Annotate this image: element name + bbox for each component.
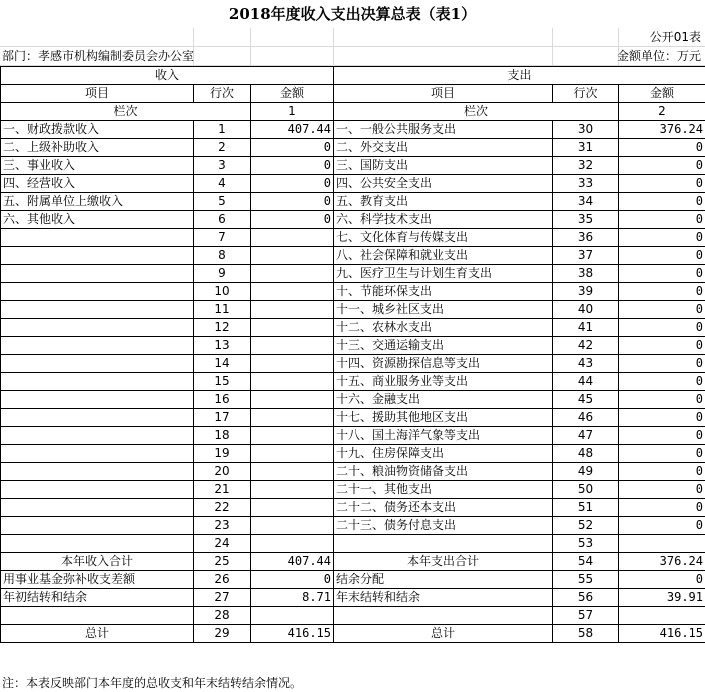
income-item-cell <box>1 391 194 409</box>
income-item-cell <box>1 337 194 355</box>
income-expense-table <box>0 66 705 643</box>
sheet-gridline-v <box>250 28 251 66</box>
income-item-cell: 年初结转和结余 <box>1 589 194 607</box>
expense-item-cell: 总计 <box>334 625 553 643</box>
expense-line-no-cell: 38 <box>553 265 619 283</box>
income-column-no-label: 栏次 <box>1 103 251 121</box>
income-line-no-cell: 15 <box>194 373 251 391</box>
sheet-gridline-v <box>552 28 553 66</box>
income-line-no-cell: 17 <box>194 409 251 427</box>
income-item-cell <box>1 481 194 499</box>
expense-item-cell: 二十三、债务付息支出 <box>334 517 553 535</box>
expense-item-cell: 八、社会保障和就业支出 <box>334 247 553 265</box>
income-item-cell: 用事业基金弥补收支差额 <box>1 571 194 589</box>
income-item-cell: 二、上级补助收入 <box>1 139 194 157</box>
expense-line-no-cell: 34 <box>553 193 619 211</box>
expense-amount-cell: 0 <box>619 175 705 193</box>
income-amount-cell: 0 <box>251 193 334 211</box>
income-amount-cell: 0 <box>251 175 334 193</box>
income-line-no-cell: 27 <box>194 589 251 607</box>
income-item-cell: 六、其他收入 <box>1 211 194 229</box>
sheet-gridline-v <box>333 28 334 66</box>
income-item-cell <box>1 301 194 319</box>
expense-line-no-cell: 52 <box>553 517 619 535</box>
expense-item-header: 项目 <box>334 85 553 103</box>
expense-item-cell: 二十一、其他支出 <box>334 481 553 499</box>
income-line-no-cell: 16 <box>194 391 251 409</box>
income-amount-cell <box>251 337 334 355</box>
income-line-no-cell: 28 <box>194 607 251 625</box>
expense-item-cell: 五、教育支出 <box>334 193 553 211</box>
income-amount-cell <box>251 355 334 373</box>
expense-line-no-cell: 35 <box>553 211 619 229</box>
header-row-column-numbers <box>1 103 705 121</box>
expense-item-cell: 十六、金融支出 <box>334 391 553 409</box>
income-item-cell <box>1 517 194 535</box>
income-item-cell <box>1 373 194 391</box>
income-line-no-cell: 1 <box>194 121 251 139</box>
expense-amount-cell: 0 <box>619 445 705 463</box>
expense-amount-cell: 376.24 <box>619 553 705 571</box>
income-line-no-cell: 4 <box>194 175 251 193</box>
income-item-cell: 一、财政拨款收入 <box>1 121 194 139</box>
table-row <box>1 211 705 229</box>
table-row <box>1 247 705 265</box>
expense-amount-cell: 0 <box>619 139 705 157</box>
income-amount-cell: 407.44 <box>251 121 334 139</box>
expense-amount-cell: 416.15 <box>619 625 705 643</box>
expense-line-no-cell: 47 <box>553 427 619 445</box>
income-line-no-cell: 6 <box>194 211 251 229</box>
expense-line-no-cell: 32 <box>553 157 619 175</box>
income-amount-cell <box>251 445 334 463</box>
table-row <box>1 175 705 193</box>
income-amount-cell <box>251 409 334 427</box>
expense-item-cell: 十一、城乡社区支出 <box>334 301 553 319</box>
expense-amount-cell: 0 <box>619 193 705 211</box>
table-row <box>1 301 705 319</box>
expense-line-no-cell: 49 <box>553 463 619 481</box>
expense-column-no: 2 <box>619 103 705 121</box>
table-row <box>1 571 705 589</box>
income-item-cell <box>1 499 194 517</box>
expense-amount-cell: 0 <box>619 391 705 409</box>
expense-line-no-cell: 33 <box>553 175 619 193</box>
expense-item-cell: 年末结转和结余 <box>334 589 553 607</box>
expense-item-cell: 十四、资源勘探信息等支出 <box>334 355 553 373</box>
expense-line-no-header: 行次 <box>553 85 619 103</box>
income-amount-cell <box>251 373 334 391</box>
form-code: 公开01表 <box>649 30 701 44</box>
expense-amount-header: 金额 <box>619 85 705 103</box>
expense-amount-cell <box>619 607 705 625</box>
footnote: 注：本表反映部门本年度的总收支和年末结转结余情况。 <box>2 676 303 690</box>
income-line-no-header: 行次 <box>194 85 251 103</box>
income-item-cell <box>1 265 194 283</box>
income-header: 收入 <box>1 67 334 85</box>
income-amount-cell <box>251 247 334 265</box>
income-line-no-cell: 24 <box>194 535 251 553</box>
income-amount-cell: 0 <box>251 139 334 157</box>
income-line-no-cell: 22 <box>194 499 251 517</box>
expense-amount-cell: 0 <box>619 355 705 373</box>
expense-header: 支出 <box>334 67 705 85</box>
income-amount-cell <box>251 463 334 481</box>
income-amount-cell <box>251 283 334 301</box>
expense-item-cell <box>334 607 553 625</box>
expense-amount-cell: 0 <box>619 337 705 355</box>
table-row <box>1 355 705 373</box>
income-amount-cell: 0 <box>251 157 334 175</box>
income-line-no-cell: 26 <box>194 571 251 589</box>
expense-line-no-cell: 55 <box>553 571 619 589</box>
expense-amount-cell <box>619 535 705 553</box>
table-row <box>1 193 705 211</box>
income-item-cell <box>1 607 194 625</box>
table-row <box>1 121 705 139</box>
income-item-cell: 五、附属单位上缴收入 <box>1 193 194 211</box>
income-line-no-cell: 3 <box>194 157 251 175</box>
income-line-no-cell: 13 <box>194 337 251 355</box>
income-item-cell <box>1 409 194 427</box>
expense-item-cell: 本年支出合计 <box>334 553 553 571</box>
income-amount-cell <box>251 517 334 535</box>
income-column-no: 1 <box>251 103 334 121</box>
expense-item-cell: 六、科学技术支出 <box>334 211 553 229</box>
table-row <box>1 337 705 355</box>
income-item-cell <box>1 355 194 373</box>
header-row-columns <box>1 85 705 103</box>
income-line-no-cell: 20 <box>194 463 251 481</box>
expense-item-cell: 十五、商业服务业等支出 <box>334 373 553 391</box>
expense-item-cell: 结余分配 <box>334 571 553 589</box>
income-amount-cell: 0 <box>251 211 334 229</box>
expense-amount-cell: 0 <box>619 373 705 391</box>
income-line-no-cell: 21 <box>194 481 251 499</box>
table-row <box>1 229 705 247</box>
table-row <box>1 589 705 607</box>
expense-line-no-cell: 40 <box>553 301 619 319</box>
income-item-header: 项目 <box>1 85 194 103</box>
expense-item-cell: 二十二、债务还本支出 <box>334 499 553 517</box>
table-row <box>1 517 705 535</box>
expense-amount-cell: 0 <box>619 463 705 481</box>
expense-column-no-label: 栏次 <box>334 103 619 121</box>
expense-item-cell: 十八、国土海洋气象等支出 <box>334 427 553 445</box>
expense-item-cell: 二、外交支出 <box>334 139 553 157</box>
expense-amount-cell: 0 <box>619 499 705 517</box>
expense-line-no-cell: 48 <box>553 445 619 463</box>
header-row-section <box>1 67 705 85</box>
expense-line-no-cell: 50 <box>553 481 619 499</box>
table-row <box>1 157 705 175</box>
income-line-no-cell: 8 <box>194 247 251 265</box>
income-item-cell <box>1 427 194 445</box>
expense-amount-cell: 0 <box>619 481 705 499</box>
expense-amount-cell: 0 <box>619 157 705 175</box>
income-amount-cell <box>251 301 334 319</box>
income-item-cell <box>1 283 194 301</box>
expense-amount-cell: 0 <box>619 427 705 445</box>
expense-amount-cell: 376.24 <box>619 121 705 139</box>
income-amount-cell: 0 <box>251 571 334 589</box>
income-line-no-cell: 12 <box>194 319 251 337</box>
table-row <box>1 409 705 427</box>
expense-line-no-cell: 53 <box>553 535 619 553</box>
expense-item-cell: 十二、农林水支出 <box>334 319 553 337</box>
expense-amount-cell: 0 <box>619 571 705 589</box>
expense-line-no-cell: 46 <box>553 409 619 427</box>
expense-line-no-cell: 43 <box>553 355 619 373</box>
income-item-cell <box>1 445 194 463</box>
income-amount-cell <box>251 319 334 337</box>
expense-line-no-cell: 56 <box>553 589 619 607</box>
income-line-no-cell: 2 <box>194 139 251 157</box>
expense-amount-cell: 39.91 <box>619 589 705 607</box>
table-row <box>1 553 705 571</box>
income-item-cell: 三、事业收入 <box>1 157 194 175</box>
income-line-no-cell: 29 <box>194 625 251 643</box>
income-amount-cell: 8.71 <box>251 589 334 607</box>
income-amount-cell <box>251 427 334 445</box>
expense-item-cell: 一、一般公共服务支出 <box>334 121 553 139</box>
expense-item-cell: 九、医疗卫生与计划生育支出 <box>334 265 553 283</box>
table-row <box>1 445 705 463</box>
table-row <box>1 481 705 499</box>
amount-unit-label: 金额单位：万元 <box>616 49 701 63</box>
expense-item-cell: 十三、交通运输支出 <box>334 337 553 355</box>
expense-amount-cell: 0 <box>619 283 705 301</box>
income-line-no-cell: 19 <box>194 445 251 463</box>
expense-item-cell: 四、公共安全支出 <box>334 175 553 193</box>
income-line-no-cell: 14 <box>194 355 251 373</box>
expense-line-no-cell: 41 <box>553 319 619 337</box>
expense-line-no-cell: 36 <box>553 229 619 247</box>
expense-item-cell: 十、节能环保支出 <box>334 283 553 301</box>
income-amount-cell <box>251 265 334 283</box>
income-item-cell <box>1 535 194 553</box>
table-row <box>1 607 705 625</box>
expense-line-no-cell: 37 <box>553 247 619 265</box>
expense-item-cell: 十七、援助其他地区支出 <box>334 409 553 427</box>
department-label: 部门：孝感市机构编制委员会办公室 <box>2 49 195 63</box>
income-line-no-cell: 25 <box>194 553 251 571</box>
table-row <box>1 535 705 553</box>
expense-amount-cell: 0 <box>619 265 705 283</box>
table-row <box>1 427 705 445</box>
income-line-no-cell: 10 <box>194 283 251 301</box>
income-amount-header: 金额 <box>251 85 334 103</box>
income-amount-cell <box>251 535 334 553</box>
expense-line-no-cell: 30 <box>553 121 619 139</box>
expense-amount-cell: 0 <box>619 211 705 229</box>
income-amount-cell <box>251 499 334 517</box>
income-item-cell: 总计 <box>1 625 194 643</box>
income-line-no-cell: 18 <box>194 427 251 445</box>
expense-line-no-cell: 45 <box>553 391 619 409</box>
income-item-cell <box>1 229 194 247</box>
expense-item-cell <box>334 535 553 553</box>
expense-line-no-cell: 51 <box>553 499 619 517</box>
table-row <box>1 319 705 337</box>
expense-amount-cell: 0 <box>619 319 705 337</box>
income-amount-cell <box>251 481 334 499</box>
income-amount-cell <box>251 391 334 409</box>
expense-line-no-cell: 54 <box>553 553 619 571</box>
expense-amount-cell: 0 <box>619 301 705 319</box>
expense-line-no-cell: 58 <box>553 625 619 643</box>
expense-line-no-cell: 57 <box>553 607 619 625</box>
expense-item-cell: 三、国防支出 <box>334 157 553 175</box>
income-line-no-cell: 5 <box>194 193 251 211</box>
expense-amount-cell: 0 <box>619 517 705 535</box>
table-row <box>1 373 705 391</box>
income-item-cell: 本年收入合计 <box>1 553 194 571</box>
expense-amount-cell: 0 <box>619 409 705 427</box>
table-row <box>1 499 705 517</box>
income-line-no-cell: 9 <box>194 265 251 283</box>
report-title: 2018年度收入支出决算总表（表1） <box>228 5 477 23</box>
table-row <box>1 463 705 481</box>
income-item-cell: 四、经营收入 <box>1 175 194 193</box>
expense-line-no-cell: 44 <box>553 373 619 391</box>
table-row <box>1 625 705 643</box>
expense-item-cell: 二十、粮油物资储备支出 <box>334 463 553 481</box>
income-item-cell <box>1 463 194 481</box>
table-row <box>1 391 705 409</box>
income-amount-cell: 407.44 <box>251 553 334 571</box>
income-line-no-cell: 23 <box>194 517 251 535</box>
table-row <box>1 265 705 283</box>
income-item-cell <box>1 319 194 337</box>
expense-item-cell: 七、文化体育与传媒支出 <box>334 229 553 247</box>
income-line-no-cell: 7 <box>194 229 251 247</box>
income-amount-cell: 416.15 <box>251 625 334 643</box>
expense-line-no-cell: 42 <box>553 337 619 355</box>
income-amount-cell <box>251 229 334 247</box>
income-amount-cell <box>251 607 334 625</box>
table-row <box>1 139 705 157</box>
expense-amount-cell: 0 <box>619 247 705 265</box>
expense-line-no-cell: 39 <box>553 283 619 301</box>
income-item-cell <box>1 247 194 265</box>
income-line-no-cell: 11 <box>194 301 251 319</box>
expense-item-cell: 十九、住房保障支出 <box>334 445 553 463</box>
expense-line-no-cell: 31 <box>553 139 619 157</box>
table-row <box>1 283 705 301</box>
expense-amount-cell: 0 <box>619 229 705 247</box>
